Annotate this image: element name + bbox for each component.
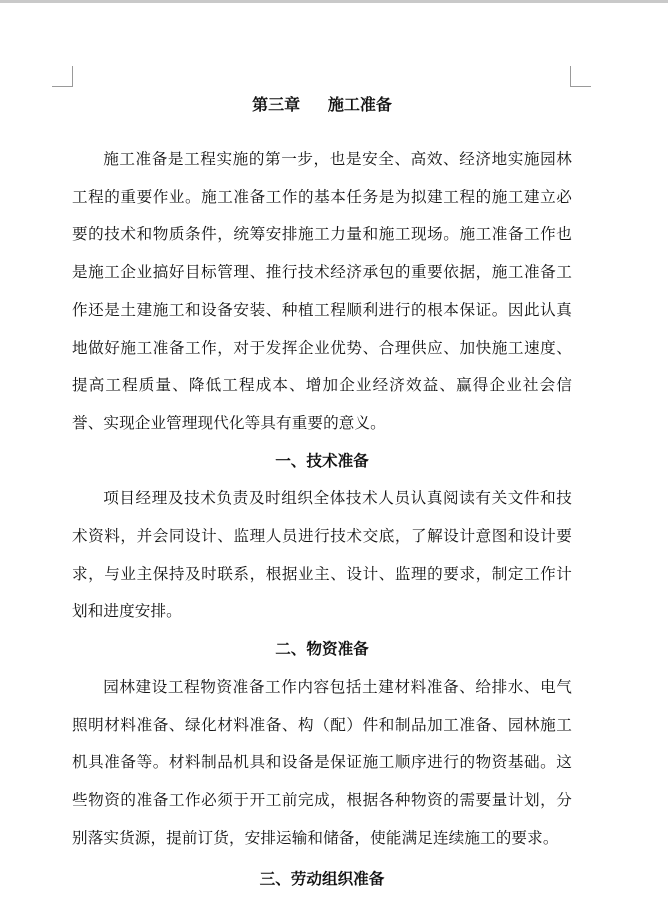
- intro-paragraph: 施工准备是工程实施的第一步，也是安全、高效、经济地实施园林工程的重要作业。施工准备工作的基本任务是为拟建工程的施工建立必要的技术和物质条件，统筹安排施工力量和施工现场。施工准备工作也是施工企业搞好目标管理、推行技术经济承包的重要依据，施工准备工作还是土建施工和设备安装、种植工程顺利进行的根本保证。因此认真地做好施工准备工作，对于发挥企业优势、合理供应、加快施工速度、提高工程质量、降低工程成本、增加企业经济效益、赢得企业社会信誉、实现企业管理现代化等具有重要的意义。: [72, 150, 572, 432]
- spacer: [72, 124, 572, 141]
- section-body-technical: 项目经理及技术负责及时组织全体技术人员认真阅读有关文件和技术资料，并会同设计、监理人员进行技术交底，了解设计意图和设计要求，与业主保持及时联系，根据业主、设计、监理的要求，制定工作计划和进度安排。: [72, 489, 572, 621]
- document-page-body: [72, 86, 572, 899]
- section-title-labor: 三、劳动组织准备: [259, 870, 385, 889]
- margin-corner-mark-left: [52, 66, 73, 87]
- section-title-technical: 一、技术准备: [275, 451, 369, 470]
- margin-corner-mark-right: [570, 66, 591, 87]
- window-top-border: [0, 0, 668, 3]
- chapter-title: 第三章 施工准备: [252, 95, 392, 114]
- section-title-materials: 二、物资准备: [275, 640, 369, 659]
- section-body-materials: 园林建设工程物资准备工作内容包括土建材料准备、给排水、电气照明材料准备、绿化材料准备、构（配）件和制品加工准备、园林施工机具准备等。材料制品机具和设备是保证施工顺序进行的物资基础。这些物资的准备工作必须于开工前完成，根据各种物资的需要量计划，分别落实货源，提前订货，安排运输和储备，使能满足连续施工的要求。: [72, 677, 572, 847]
